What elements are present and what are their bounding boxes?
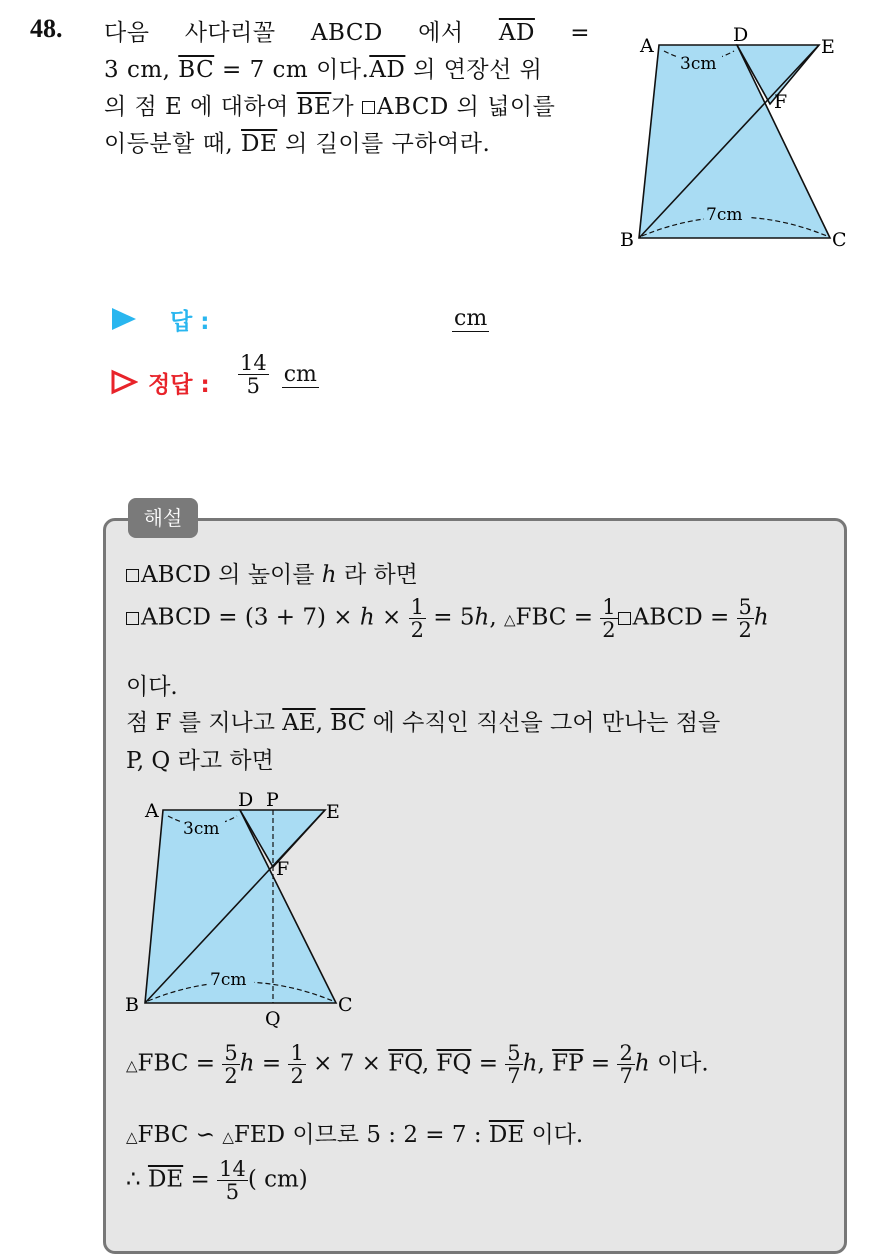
question-line-1 [104,14,590,52]
point-B: B [620,229,634,251]
solution-line-5: P, Q 라고 하면 [126,748,274,774]
point-A: A [145,800,159,822]
q-word: 다음 [104,20,150,46]
question-line-3: 의 점 E 에 대하여 $\overline{BE}$가 ABCD 의 넓이를 [104,94,556,120]
answer-blank[interactable] [452,306,489,331]
point-A: A [640,35,654,57]
q-word: 사다리꼴 [184,20,276,46]
point-B: B [125,994,139,1016]
segment-AD: $\overline{AD}$ [498,20,535,46]
point-C: C [338,994,353,1016]
question-line-2: 3 cm, $\overline{BC} = 7$ cm 이다$.\overline{AD}$ 의 연장선 위 [104,57,543,83]
solution-badge: 해설 [128,498,198,538]
point-P: P [266,789,279,811]
segment-BE: $\overline{BE}$ [296,94,332,120]
point-E: E [326,801,340,823]
answer-label: 답 : [170,309,210,335]
equals: = [570,20,590,46]
solution-line-3: 이다. [126,674,178,700]
correct-answer-value: $\frac{14}{5}$ cm [240,351,317,399]
answer-arrow-icon [110,306,138,332]
trapezoid-figure-1 [612,20,862,260]
label-3cm: 3cm [183,819,220,839]
point-F: F [774,91,788,113]
point-D: D [238,789,254,811]
square-symbol [362,101,375,114]
segment-AD: $\overline{AD}$ [369,57,406,83]
q-word: ABCD [310,20,383,46]
label-7cm: 7cm [706,205,743,225]
answer-unit: cm [454,306,488,331]
segment-BC: $\overline{BC}$ [178,57,215,83]
solution-line-4: 점 F 를 지나고 $\overline{AE}$, $\overline{BC}$ 에 수직인 직선을 그어 만나는 점을 [126,710,721,736]
label-7cm: 7cm [210,970,247,990]
trapezoid-figure-2 [118,785,368,1035]
point-F: F [276,858,290,880]
point-D: D [733,24,749,46]
q-word: 에서 [418,20,464,46]
solution-line-6: △FBC = $\frac{5}{2}$ h = $\frac{1}{2}$ × $7 \times \overline{FQ}$, $\overline{FQ}$ = $\frac{5}{7}$ h, $\overline{FP}$ = $\frac{2}{7}$ h 이다. [126,1041,709,1089]
solution-line-8: ∴ $\overline{DE}$ = $\frac{14}{5}$ ( cm) [126,1157,308,1205]
segment-DE: $\overline{DE}$ [241,131,278,157]
solution-line-7: △FBC ∽ △FED 이므로 5 : 2 = 7 : $\overline{DE}$ 이다. [126,1122,584,1148]
question-number: 48. [30,14,63,43]
point-E: E [821,36,835,58]
solution-line-1: ABCD 의 높이를 h 라 하면 [126,556,418,589]
point-C: C [832,229,847,251]
question-line-4: 이등분할 때, $\overline{DE}$ 의 길이를 구하여라. [104,131,491,157]
solution-line-2: ABCD = (3 + 7) × h × $\frac{1}{2}$ = 5h, △FBC = $\frac{1}{2}$ ABCD = $\frac{5}{2}$ h [126,596,769,641]
label-3cm: 3cm [680,54,717,74]
correct-answer-label: 정답 : [148,372,210,398]
correct-answer-arrow-icon [110,369,138,395]
point-Q: Q [265,1008,281,1030]
